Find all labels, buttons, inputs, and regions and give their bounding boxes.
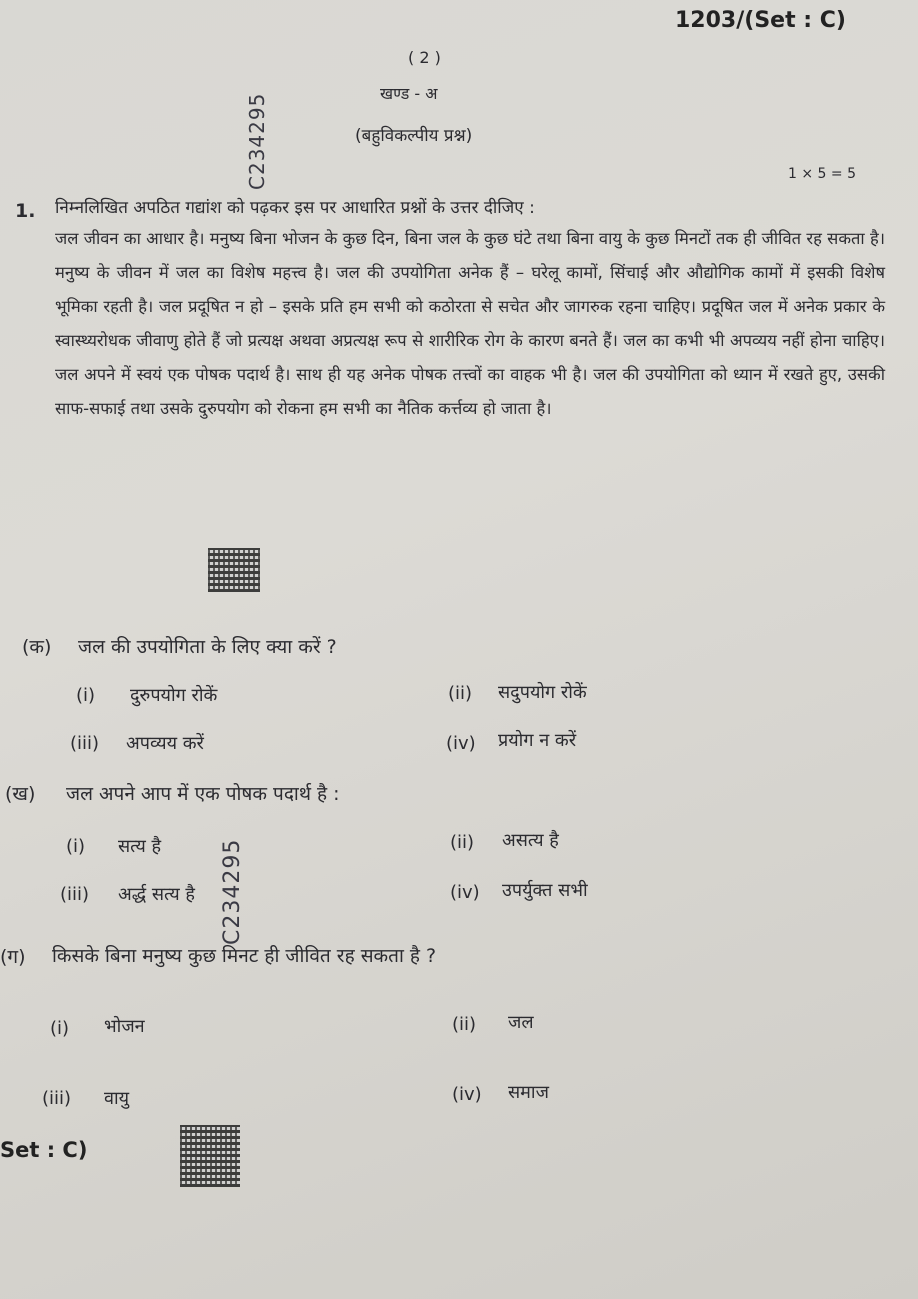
- subq-text-ka: जल की उपयोगिता के लिए क्या करें ?: [78, 636, 337, 658]
- section-type: (बहुविकल्पीय प्रश्न): [355, 126, 473, 146]
- question-number: 1.: [15, 200, 36, 222]
- option-text: दुरुपयोग रोकें: [130, 685, 218, 706]
- roll-stamp-mid: C234295: [220, 838, 245, 945]
- option-num: (iv): [450, 882, 480, 903]
- option-num: (iii): [60, 884, 90, 905]
- option-text: उपर्युक्त सभी: [502, 880, 588, 901]
- option-text: अर्द्ध सत्य है: [118, 884, 195, 905]
- option-num: (i): [76, 685, 96, 706]
- qr-code: [180, 1125, 240, 1187]
- subq-label-ga: (ग): [0, 946, 26, 968]
- question-instruction: निम्नलिखित अपठित गद्यांश को पढ़कर इस पर आधारित प्रश्नों के उत्तर दीजिए :: [55, 198, 535, 218]
- subq-text-ga: किसके बिना मनुष्य कुछ मिनट ही जीवित रह सकता है ?: [52, 945, 437, 967]
- qr-code: [208, 548, 260, 592]
- marks-label: 1 × 5 = 5: [788, 166, 856, 182]
- option-num: (ii): [450, 832, 475, 853]
- option-text: जल: [508, 1012, 534, 1033]
- option-text: भोजन: [104, 1016, 145, 1037]
- option-text: असत्य है: [502, 830, 559, 851]
- page-number: ( 2 ): [408, 48, 441, 67]
- option-text: सत्य है: [118, 836, 162, 857]
- passage: जल जीवन का आधार है। मनुष्य बिना भोजन के कुछ दिन, बिना जल के कुछ घंटे तथा बिना वायु के कुछ मिनटों तक ही जीवित रह सकता है। मनुष्य के जीवन में जल का विशेष महत्त्व है। जल की उपयोगिता अनेक हैं – घरेलू कामों, सिंचाई और औद्योगिक कामों में इसकी विशेष भूमिका रहती है। जल प्रदूषित न हो – इसके प्रति हम सभी को कठोरता से सचेत और जागरुक रहना चाहिए। प्रदूषित जल में अनेक प्रकार के स्वास्थ्यरोधक जीवाणु होते हैं जो प्रत्यक्ष अथवा अप्रत्यक्ष रूप से शारीरिक रोग के कारण बनते हैं। जल का कभी भी अपव्यय नहीं होना चाहिए। जल अपने में स्वयं एक पोषक पदार्थ है। साथ ही यह अनेक पोषक तत्त्वों का वाहक भी है। जल की उपयोगिता को ध्यान में रखते हुए, उसकी साफ-सफाई तथा उसके दुरुपयोग को रोकना हम सभी का नैतिक कर्त्तव्य हो जाता है।: [55, 229, 885, 418]
- option-text: सदुपयोग रोकें: [498, 682, 587, 703]
- subq-label-kha: (ख): [5, 783, 36, 805]
- option-num: (iv): [452, 1084, 482, 1105]
- option-text: समाज: [508, 1082, 549, 1103]
- roll-stamp-top: C234295: [245, 92, 269, 190]
- option-num: (iii): [70, 733, 100, 754]
- set-label: Set : C): [0, 1138, 88, 1162]
- option-num: (ii): [448, 683, 473, 704]
- option-text: वायु: [104, 1088, 130, 1109]
- option-num: (i): [66, 836, 86, 857]
- subq-text-kha: जल अपने आप में एक पोषक पदार्थ है :: [66, 783, 340, 805]
- section-title: खण्ड - अ: [380, 84, 438, 103]
- option-num: (iii): [42, 1088, 72, 1109]
- option-num: (ii): [452, 1014, 477, 1035]
- option-text: अपव्यय करें: [126, 733, 204, 754]
- option-num: (iv): [446, 733, 476, 754]
- option-text: प्रयोग न करें: [498, 730, 577, 751]
- subq-label-ka: (क): [22, 636, 52, 658]
- paper-code: 1203/(Set : C): [675, 8, 846, 33]
- option-num: (i): [50, 1018, 70, 1039]
